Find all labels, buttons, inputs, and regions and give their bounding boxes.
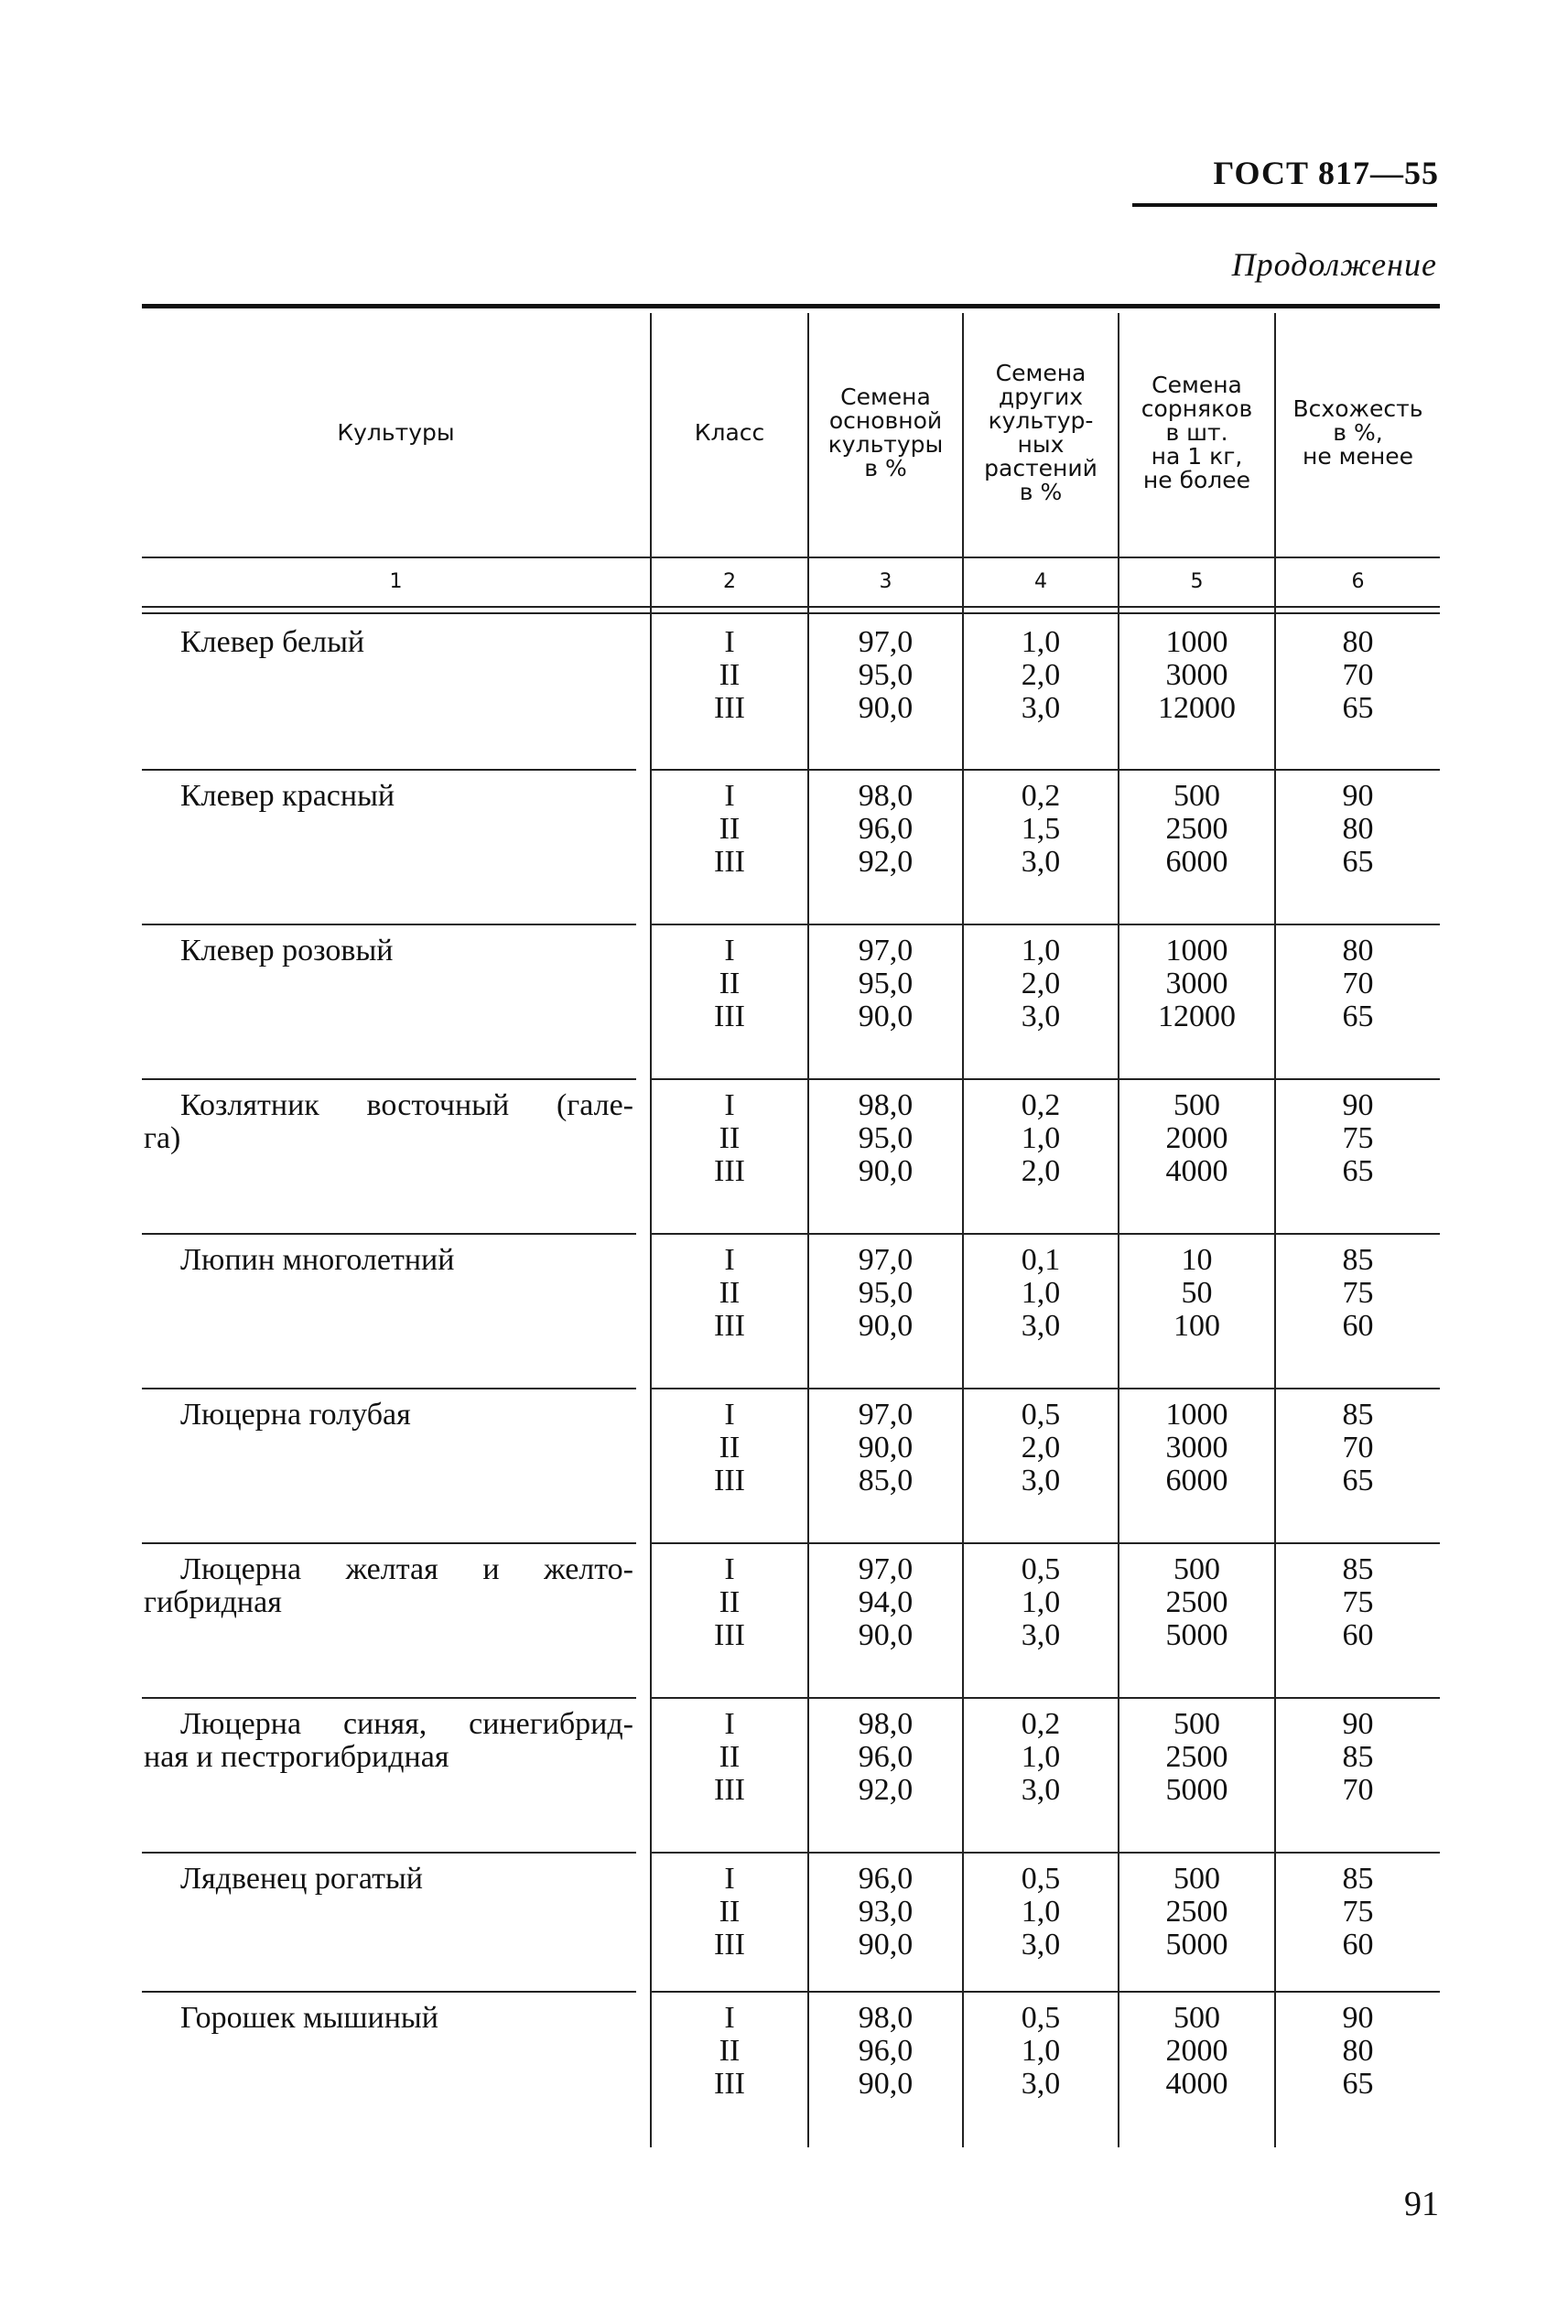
germination-values: 80 70 65 bbox=[1342, 934, 1374, 1033]
culture-name: Люцерна голубая bbox=[180, 1398, 411, 1432]
table-row bbox=[142, 1697, 1440, 1853]
germination-values: 85 75 60 bbox=[1342, 1862, 1374, 1962]
culture-name: Клевер розовый bbox=[180, 934, 394, 967]
table-row bbox=[142, 1388, 1440, 1543]
row-separator bbox=[142, 1542, 636, 1544]
main-seeds-values: 97,0 95,0 90,0 bbox=[858, 625, 914, 725]
germination-values: 90 80 65 bbox=[1342, 779, 1374, 879]
row-separator bbox=[650, 924, 1440, 925]
other-crops-values: 0,5 1,0 3,0 bbox=[1021, 1862, 1061, 1962]
column-header-other-crops: Семена других культур- ных растений в % bbox=[984, 360, 1098, 505]
row-separator bbox=[142, 924, 636, 925]
main-seeds-values: 97,0 90,0 85,0 bbox=[858, 1398, 914, 1497]
row-separator bbox=[142, 1697, 636, 1699]
other-crops-values: 0,5 1,0 3,0 bbox=[1021, 1552, 1061, 1652]
main-seeds-values: 97,0 95,0 90,0 bbox=[858, 1243, 914, 1343]
page-number: 91 bbox=[1404, 2185, 1439, 2223]
class-values: I II III bbox=[714, 625, 745, 725]
header-rule bbox=[1132, 203, 1437, 207]
row-separator bbox=[650, 1697, 1440, 1699]
column-header-germination: Всхожесть в %, не менее bbox=[1292, 395, 1423, 470]
germination-values: 90 85 70 bbox=[1342, 1707, 1374, 1807]
germination-values: 85 75 60 bbox=[1342, 1552, 1374, 1652]
germination-values: 90 75 65 bbox=[1342, 1088, 1374, 1188]
other-crops-values: 0,1 1,0 3,0 bbox=[1021, 1243, 1061, 1343]
column-number: 3 bbox=[879, 569, 892, 593]
header-double-rule bbox=[142, 606, 1440, 608]
column-number: 2 bbox=[723, 569, 736, 593]
weeds-values: 1000 3000 12000 bbox=[1158, 934, 1236, 1033]
table-row bbox=[142, 1991, 1440, 2146]
weeds-values: 500 2000 4000 bbox=[1165, 2001, 1228, 2101]
main-seeds-values: 97,0 94,0 90,0 bbox=[858, 1552, 914, 1652]
main-seeds-values: 98,0 96,0 92,0 bbox=[858, 1707, 914, 1807]
column-header-weeds: Семена сорняков в шт. на 1 кг, не более bbox=[1141, 372, 1253, 493]
table-top-rule bbox=[142, 304, 1440, 308]
row-separator bbox=[142, 1388, 636, 1389]
culture-name: Люцерна желтая и желто- гибридная bbox=[144, 1552, 633, 1619]
table-row bbox=[142, 1078, 1440, 1234]
other-crops-values: 1,0 2,0 3,0 bbox=[1021, 625, 1061, 725]
row-separator bbox=[650, 1388, 1440, 1389]
other-crops-values: 0,2 1,0 3,0 bbox=[1021, 1707, 1061, 1807]
germination-values: 90 80 65 bbox=[1342, 2001, 1374, 2101]
culture-name: Клевер белый bbox=[180, 625, 365, 659]
weeds-values: 10 50 100 bbox=[1173, 1243, 1220, 1343]
culture-name: Козлятник восточный (гале- га) bbox=[144, 1088, 633, 1155]
table-row bbox=[142, 1233, 1440, 1389]
germination-values: 80 70 65 bbox=[1342, 625, 1374, 725]
table-row bbox=[142, 1542, 1440, 1698]
culture-name: Лядвенец рогатый bbox=[180, 1862, 423, 1896]
culture-name: Клевер красный bbox=[180, 779, 395, 813]
continuation-note: Продолжение bbox=[1231, 246, 1437, 283]
culture-name: Люпин многолетний bbox=[180, 1243, 455, 1277]
row-separator bbox=[142, 1991, 636, 1993]
row-separator bbox=[650, 769, 1440, 771]
row-separator bbox=[650, 1991, 1440, 1993]
main-seeds-values: 98,0 96,0 90,0 bbox=[858, 2001, 914, 2101]
main-seeds-values: 96,0 93,0 90,0 bbox=[858, 1862, 914, 1962]
other-crops-values: 1,0 2,0 3,0 bbox=[1021, 934, 1061, 1033]
other-crops-values: 0,2 1,5 3,0 bbox=[1021, 779, 1061, 879]
class-values: I II III bbox=[714, 1088, 745, 1188]
weeds-values: 1000 3000 12000 bbox=[1158, 625, 1236, 725]
culture-name: Горошек мышиный bbox=[180, 2001, 438, 2035]
other-crops-values: 0,5 1,0 3,0 bbox=[1021, 2001, 1061, 2101]
class-values: I II III bbox=[714, 1862, 745, 1962]
class-values: I II III bbox=[714, 2001, 745, 2101]
column-number: 1 bbox=[389, 569, 403, 593]
table-row bbox=[142, 924, 1440, 1079]
row-separator bbox=[650, 1542, 1440, 1544]
main-seeds-values: 98,0 95,0 90,0 bbox=[858, 1088, 914, 1188]
row-separator bbox=[650, 1078, 1440, 1080]
main-seeds-values: 98,0 96,0 92,0 bbox=[858, 779, 914, 879]
weeds-values: 500 2500 5000 bbox=[1165, 1707, 1228, 1807]
row-separator bbox=[650, 1233, 1440, 1235]
weeds-values: 500 2500 5000 bbox=[1165, 1862, 1228, 1962]
germination-values: 85 70 65 bbox=[1342, 1398, 1374, 1497]
seed-quality-table bbox=[142, 304, 1440, 2147]
class-values: I II III bbox=[714, 1398, 745, 1497]
culture-name: Люцерна синяя, синегибрид- ная и пестрогибридная bbox=[144, 1707, 633, 1774]
column-number: 6 bbox=[1351, 569, 1365, 593]
column-header-class: Класс bbox=[694, 419, 765, 446]
table-row bbox=[142, 769, 1440, 924]
table-row bbox=[142, 615, 1440, 771]
column-header-main-seeds: Семена основной культуры в % bbox=[827, 384, 944, 481]
header-double-rule bbox=[142, 612, 1440, 614]
main-seeds-values: 97,0 95,0 90,0 bbox=[858, 934, 914, 1033]
class-values: I II III bbox=[714, 934, 745, 1033]
class-values: I II III bbox=[714, 1707, 745, 1807]
class-values: I II III bbox=[714, 1552, 745, 1652]
row-separator bbox=[142, 1078, 636, 1080]
standard-designation: ГОСТ 817—55 bbox=[1213, 155, 1439, 191]
row-separator bbox=[650, 1852, 1440, 1854]
other-crops-values: 0,5 2,0 3,0 bbox=[1021, 1398, 1061, 1497]
column-number: 5 bbox=[1190, 569, 1204, 593]
table-row bbox=[142, 1852, 1440, 2007]
class-values: I II III bbox=[714, 1243, 745, 1343]
column-number: 4 bbox=[1034, 569, 1047, 593]
weeds-values: 500 2500 5000 bbox=[1165, 1552, 1228, 1652]
other-crops-values: 0,2 1,0 2,0 bbox=[1021, 1088, 1061, 1188]
weeds-values: 500 2500 6000 bbox=[1165, 779, 1228, 879]
germination-values: 85 75 60 bbox=[1342, 1243, 1374, 1343]
weeds-values: 500 2000 4000 bbox=[1165, 1088, 1228, 1188]
class-values: I II III bbox=[714, 779, 745, 879]
row-separator bbox=[142, 1852, 636, 1854]
row-separator bbox=[142, 1233, 636, 1235]
row-separator bbox=[142, 769, 636, 771]
column-header-culture: Культуры bbox=[337, 419, 455, 446]
weeds-values: 1000 3000 6000 bbox=[1165, 1398, 1228, 1497]
